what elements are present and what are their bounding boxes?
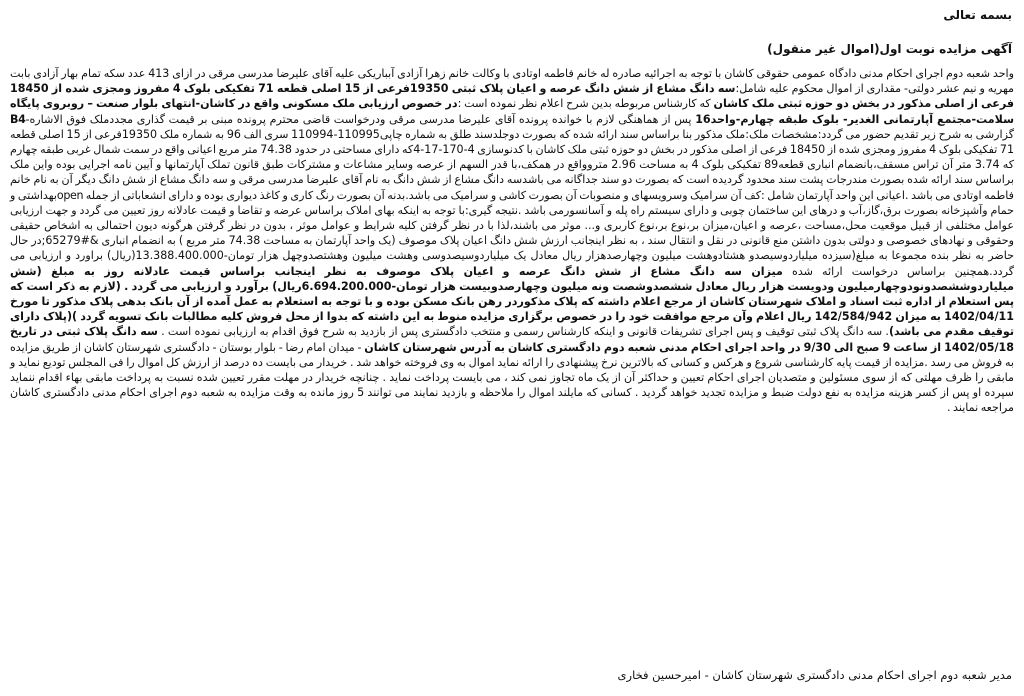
notice-body [10, 66, 1014, 416]
body-request: پس از هماهنگی لازم با خوانده پرونده آقای علیرضا مدرسی مرقی ودرخواست قاضی محترم پرونده مبنی بر قیمت گذاری مجددملک فوق الاشاره- [25, 112, 696, 126]
body-location: در خصوص ارزیابی ملک مسکونی واقع در کاشان-انتهای بلوار صنعت – روبروی پایگاه سلامت-مجتمع آپارتمانی الغدیر- بلوک طبقه چهارم-واحد16 [10, 97, 1014, 126]
signature-line: مدیر شعبه دوم اجرای احکام مدنی دادگستری شهرستان کاشان - امیرحسین فخاری [617, 668, 1012, 682]
notice-title: آگهی مزایده نوبت اول(اموال غیر منقول) [767, 42, 1012, 56]
body-block-code: B4 [10, 112, 26, 126]
bismillah-heading: بسمه تعالی [943, 8, 1012, 22]
body-open-term: open [56, 188, 84, 202]
body-auction-terms: - میدان امام رضا - بلوار بوستان - دادگستری شهرستان کاشان از طریق مزایده به فروش می رسد .مزایده از قیمت پایه کارشناسی شروع و هرکس و کسانی که بالاترین نرخ پیشنهادی را ارائه نماید اموال به وی فروخته خواهد شد . خریدار می بایست ده درصد از ارزش کل اموال را فی المجلس تودیع نماید و مابقی را ظرف مهلتی که از سوی مسئولین و متصدیان اجرای احکام تعیین و حداکثر آن از یک ماه تجاوز نمی کند ، می بایست پرداخت نماید . چنانچه خریدار در مهلت مقرر تعیین شده نسبت به پرداخت مابقی بهاء اقدام ننماید سپرده او پس از کسر هزینه مزایده به نفع دولت ضبط و مزایده تجدید خواهد گردید . کسانی که مایلند اموال را ملاحظه و بازدید نمایند می توانند 5 روز مانده به وقت مزایده به شعبه دوم اجرای احکام مدنی دادگستری کاشان مراجعه نمایند . [10, 340, 1014, 415]
body-property-spec: سه دانگ مشاع از شش دانگ عرصه و اعیان پلاک ثبتی 19350فرعی از 15 اصلی قطعه 71 تفکیکی بلوک 4 مفروز ومجزی شده از 18450 فرعی از اصلی مذکور در بخش دو حوزه ثبتی ملک کاشان [10, 82, 1015, 111]
body-valuation: بهداشتی و حمام وآشپزخانه بصورت برق،گاز،آب و درهای این ساختمان چوبی و دارای سیستم راه پله و آسانسورمی باشد .نتیجه گیری:با توجه به اینکه بهای املاک براساس عرضه و تقاضا و قیمت عادلانه روز تعیین می گردد و جهت ارزیابی عوامل مختلفی از قبیل موقعیت محل،مساحت ،عرصه و اعیان،میزان بر،نوع بر،نوع کاربری و... موثر می باشند،لذا با در نظر گرفتن کلیه شرایط و عوامل موثر ، بدون در نظر گرفتن هرگونه دیون احتمالی به اشخاص حقیقی وحقوقی و نهادهای خصوصی و دولتی بدون داشتن منع قانونی در نقل و انتقال سند ، به نظر اینجانب ارزش شش دانگ اعیان پلاک موصوف (یک واحد آپارتمان به مساحت 74.38 متر مربع ) به انضمام انباری &#65279;در حال حاضر به نظر بنده مجموعا به مبلغ(سیزده میلیاردوسیصدو هشتادوهشت میلیون وچهارصدهزار ریال معادل یک میلیاردوسیصدوسی وهشت میلیون وهشتصدوچهل هزار تومان-13.388.400.000(ریال) براورد و ارزیابی می گردد.همچنین براساس درخواست ارائه شده [10, 188, 1014, 278]
body-report: گزارشی به شرح زیر تقدیم حضور می گردد:مشخصات ملک:ملک مذکور بنا براساس سند ارائه شده که بصورت دوجلدسند طلق به شماره چاپی110995-110994 سری الف 96 به شماره ملک 19350فرعی از 15 اصلی قطعه 71 تفکیکی بلوک 4 مفروز ومجزی شده از 18450 فرعی از اصلی مذکور در بخش دو حوزه ثبتی ملک کاشان با کدنوسازی 4-170-17-4که دارای مساحتی در حدود 74.38 متر مربع اعیانی واقع در سمت شمال غربی طبقه چهارم که 3.74 متر آن تراس مسقف،بانضمام انباری قطعه89 تفکیکی بلوک 4 به مساحت 2.96 متروواقع در همکف،با قدر السهم از عرصه وسایر مشاعات و مشترکات طبق قانون تملک آپارتمانها و آیین نامه اجرایی بوده واین ملک براساس سند ارائه شده بصورت مندرجات پشت سند محدود گردیده است که بصورت دو سند جداگانه می باشدسه دانگ مشاع از شش دانگ به نام آقای علیرضا مدرسی مرقی و سه دانگ مشاع از شش دانگ دیگر آن به نام خانم فاطمه اوتادی می باشد .اعیانی این واحد آپارتمان شامل :کف آن سرامیک وسرویسهای و منصوبات آن بصورت کاشی و سرامیک می باشد.بدنه آن بصورت رنگ کاری و کاغذ دیواری بوده و دارای انشعاباتی از جمله [10, 127, 1015, 202]
body-share-valuation: میزان سه دانگ مشاع از شش دانگ عرصه و اعیان پلاک موصوف به نظر اینجانب براساس قیمت عادلانه روز به مبلغ (شش میلیاردوششصدونودوچهارمیلیون ودویست هزار ریال معادل ششصدوشصت ونه میلیون وچهارصدوبیست هزار تومان-6.694.200.000ریال) برآورد و ارزیابی می گردد . [10, 264, 1015, 293]
body-intro: واحد شعبه دوم اجرای احکام مدنی دادگاه عمومی حقوقی کاشان با توجه به اجرائیه صادره له خانم فاطمه اوتادی با وکالت خانم زهرا آزادی آبباریکی علیه آقای علیرضا مدرسی مرقی در ازای 413 عدد سکه تمام بهار آزادی بابت مهریه و نیم عشر دولتی- مقداری از اموال محکوم علیه شامل: [10, 67, 1015, 96]
body-seizure-note: . سه دانگ پلاک ثبتی توقیف و پس اجرای تشریفات قانونی و اینکه کارشناس رسمی و منتخب دادگستری پس از بازدید به شرح فوق اقدام به ارزیابی نموده است . [157, 325, 889, 339]
body-auction-date: سه دانگ پلاک ثبتی در تاریخ 1402/05/18 از ساعت 9 صبح الی 9/30 در واحد اجرای احکام مدنی شعبه دوم دادگستری کاشان به آدرس شهرستان کاشان [10, 325, 1014, 354]
body-bank-note: (لازم به ذکر است که پس استعلام از اداره ثبت اسناد و املاک شهرستان کاشان از مرجع اعلام داشته که پلاک مذکوردر رهن بانک مسکن بوده و با توجه به استعلام به عمل آمده از آن بانک بدهی پلاک مذکور تا مورخ 1402/04/11 به میزان 142/584/942 ریال اعلام وآن مرجع موافقت خود را در خصوص برگزاری مزایده منوط به این داشته که بدوا از محل فروش کلیه مطالبات بانک تسویه گردد )(پلاک دارای توقیف مقدم می باشد) [10, 279, 1015, 339]
body-expert-intro: که کارشناس مربوطه بدین شرح اعلام نظر نموده است : [457, 97, 714, 111]
